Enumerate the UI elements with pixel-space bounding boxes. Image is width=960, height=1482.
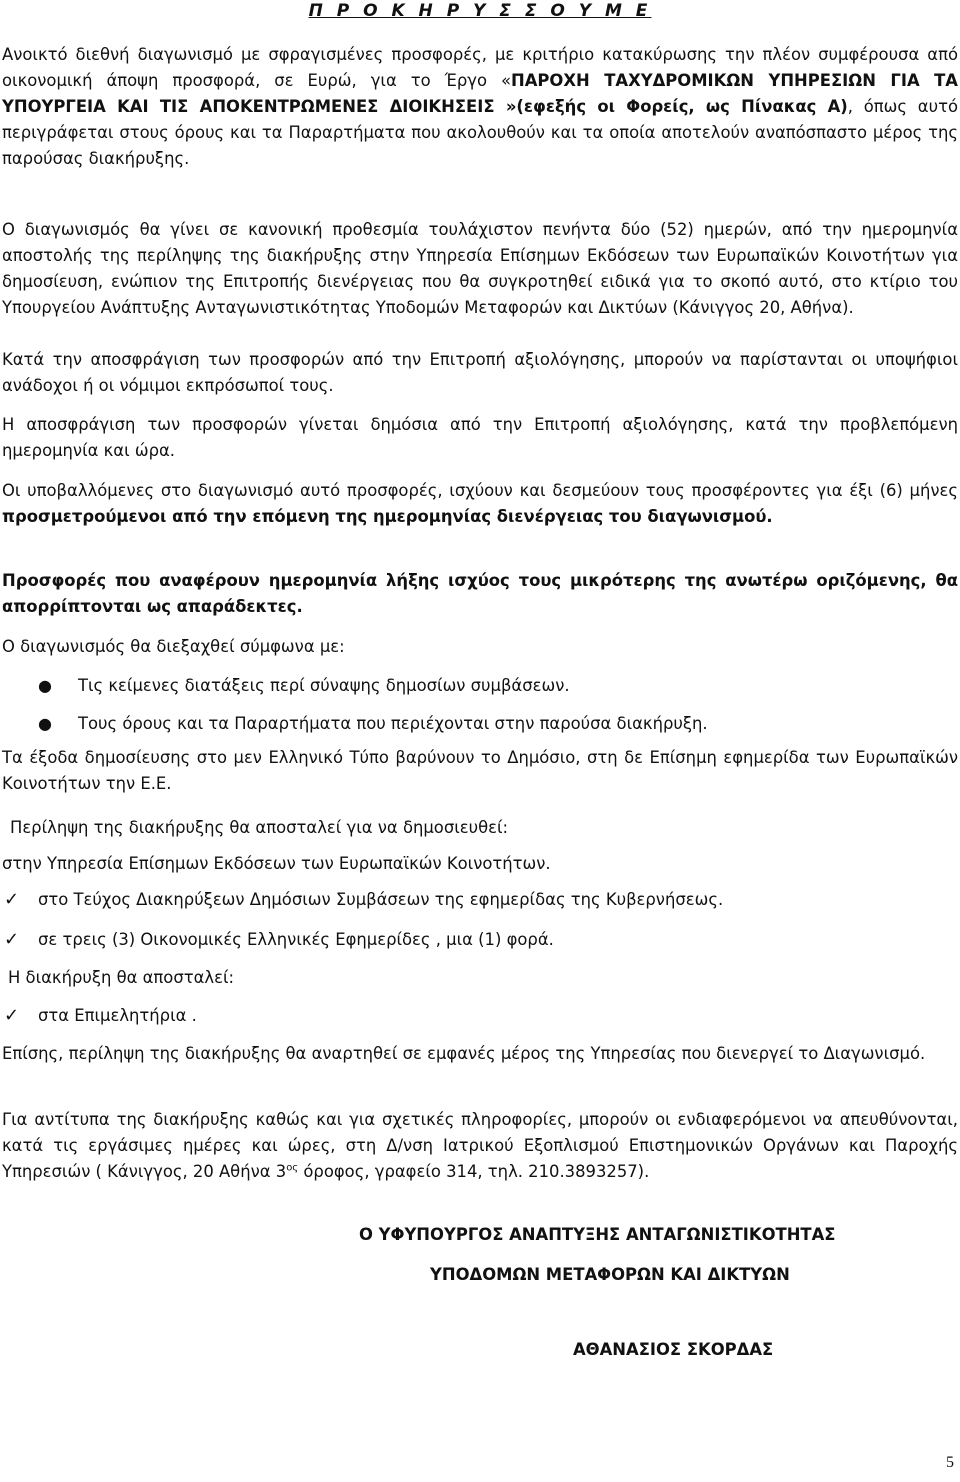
list-item-text: στο Τεύχος Διακηρύξεων Δημόσιων Συμβάσεων της εφημερίδας της Κυβερνήσεως. [38, 890, 724, 909]
publication-costs-paragraph: Τα έξοδα δημοσίευσης στο μεν Ελληνικό Τύπο βαρύνουν το Δημόσιο, στη δε Επίσημη εφημερίδα των Ευρωπαϊκών Κοινοτήτων την Ε.Ε. [2, 748, 958, 793]
rejection-paragraph: Προσφορές που αναφέρουν ημερομηνία λήξης ισχύος τους μικρότερης της ανωτέρω οριζόμενης, θα απορρίπτονται ως απαράδεκτες. [2, 571, 958, 616]
contact-paragraph [2, 1107, 958, 1185]
page-number: 5 [946, 1454, 954, 1471]
declaration-send-paragraph: Η διακήρυξη θα αποσταλεί: [8, 968, 235, 987]
public-unsealing-paragraph: Η αποσφράγιση των προσφορών γίνεται δημόσια από την Επιτροπή αξιολόγησης, κατά την προβλεπόμενη ημερομηνία και ώρα. [2, 415, 958, 460]
signature-title-line-1: Ο ΥΦΥΠΟΥΡΓΟΣ ΑΝΑΠΤΥΞΗΣ ΑΝΤΑΓΩΝΙΣΤΙΚΟΤΗΤΑΣ [359, 1225, 836, 1244]
posting-paragraph: Επίσης, περίληψη της διακήρυξης θα αναρτηθεί σε εμφανές μέρος της Υπηρεσίας που διενεργεί το Διαγωνισμό. [2, 1044, 926, 1063]
checkmark-icon: ✓ [4, 889, 20, 910]
list-item-text: στα Επιμελητήρια . [38, 1006, 197, 1025]
validity-bold: προσμετρούμενοι από την επόμενη της ημερομηνίας διενέργειας του διαγωνισμού. [2, 507, 773, 526]
checkmark-icon: ✓ [4, 929, 20, 950]
contact-text-1: Για αντίτυπα της διακήρυξης καθώς και για σχετικές πληροφορίες, μπορούν οι ενδιαφερόμενοι να απευθύνονται, κατά τις εργάσιμες ημέρες και ώρες, στη Δ/νση Ιατρικού Εξοπλισμού Επιστημονικών Οργάνων και Παροχής Υπηρεσιών ( Κάνιγγος, 20 Αθήνα 3 [2, 1110, 958, 1181]
bullet-icon: ● [38, 714, 52, 733]
eu-publications-paragraph: στην Υπηρεσία Επίσημων Εκδόσεων των Ευρωπαϊκών Κοινοτήτων. [2, 854, 551, 873]
conducted-according-paragraph: Ο διαγωνισμός θα διεξαχθεί σύμφωνα με: [2, 637, 345, 656]
validity-text: Οι υποβαλλόμενες στο διαγωνισμό αυτό προσφορές, ισχύουν και δεσμεύουν τους προσφέροντες για έξι (6) μήνες [2, 481, 958, 500]
list-item-text: Τους όρους και τα Παραρτήματα που περιέχονται στην παρούσα διακήρυξη. [78, 714, 708, 733]
validity-paragraph [2, 478, 958, 530]
signature-title-line-2: ΥΠΟΔΟΜΩΝ ΜΕΤΑΦΟΡΩΝ ΚΑΙ ΔΙΚΤΥΩΝ [430, 1265, 790, 1284]
list-item-text: σε τρεις (3) Οικονομικές Ελληνικές Εφημερίδες , μια (1) φορά. [38, 930, 554, 949]
bullet-icon: ● [38, 676, 52, 695]
intro-paragraph [2, 42, 958, 172]
intro-bold-project: ΠΑΡΟΧΗ ΤΑΧΥΔΡΟΜΙΚΩΝ ΥΠΗΡΕΣΙΩΝ ΓΙΑ ΤΑ ΥΠΟΥΡΓΕΙΑ ΚΑΙ ΤΙΣ ΑΠΟΚΕΝΤΡΩΜΕΝΕΣ ΔΙΟΙΚΗΣΕΙΣ »(εφεξής οι Φορείς, ως Πίνακας Α) [2, 71, 958, 116]
page-title: Π Ρ Ο Κ Η Ρ Υ Σ Σ Ο Υ Μ Ε [308, 1, 652, 21]
list-item-text: Τις κείμενες διατάξεις περί σύναψης δημοσίων συμβάσεων. [78, 676, 570, 695]
intro-text-2: , όπως αυτό περιγράφεται στους όρους και τα Παραρτήματα που ακολουθούν και τα οποία αποτελούν αναπόσπαστο μέρος της παρούσας διακήρυξης. [2, 97, 958, 168]
unsealing-attendance-paragraph: Κατά την αποσφράγιση των προσφορών από την Επιτροπή αξιολόγησης, μπορούν να παρίστανται οι υποψήφιοι ανάδοχοι ή οι νόμιμοι εκπρόσωποί τους. [2, 350, 958, 395]
checkmark-icon: ✓ [4, 1005, 20, 1026]
signatory-name: ΑΘΑΝΑΣΙΟΣ ΣΚΟΡΔΑΣ [573, 1340, 774, 1359]
intro-text-1: Ανοικτό διεθνή διαγωνισμό με σφραγισμένες προσφορές, με κριτήριο κατακύρωσης την πλέον συμφέρουσα από οικονομική άποψη προσφορά, σε Ευρώ, για το Έργο « [2, 45, 958, 90]
floor-superscript: ος [286, 1162, 299, 1174]
contact-text-2: όροφος, γραφείο 314, τηλ. 210.3893257). [298, 1162, 650, 1181]
deadline-paragraph: Ο διαγωνισμός θα γίνει σε κανονική προθεσμία τουλάχιστον πενήντα δύο (52) ημερών, από την ημερομηνία αποστολής της περίληψης της διακήρυξης στην Υπηρεσία Επίσημων Εκδόσεων των Ευρωπαϊκών Κοινοτήτων για δημοσίευση, ενώπιον της Επιτροπής διενέργειας που θα συγκροτηθεί ειδικά για το σκοπό αυτό, στο κτίριο του Υπουργείου Ανάπτυξης Ανταγωνιστικότητας Υποδομών Μεταφορών και Δικτύων (Κάνιγγος 20, Αθήνα). [2, 220, 958, 317]
summary-send-paragraph: Περίληψη της διακήρυξης θα αποσταλεί για να δημοσιευθεί: [10, 818, 509, 837]
